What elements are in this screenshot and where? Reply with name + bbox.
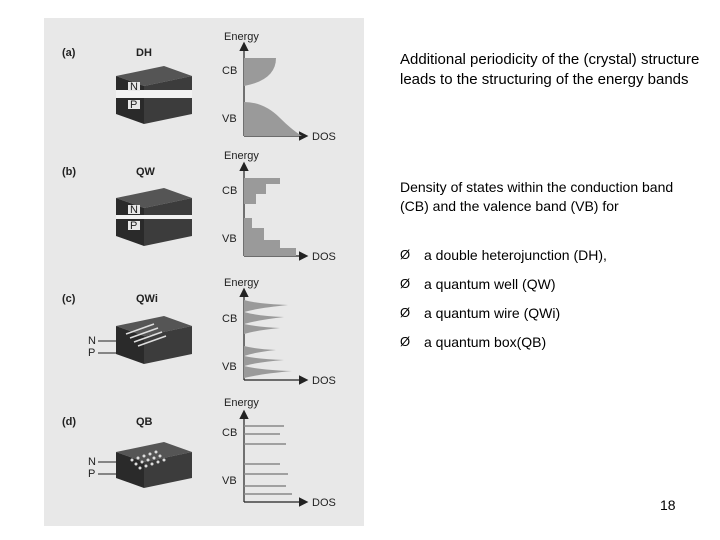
panel-letter: (a) xyxy=(62,47,76,59)
panel-letter: (d) xyxy=(62,416,77,428)
panel-dh xyxy=(62,31,336,143)
panel-name: DH xyxy=(136,47,152,59)
page-number: 18 xyxy=(660,497,676,513)
cb-dos-steps xyxy=(244,178,280,204)
dos-axis-label: DOS xyxy=(312,497,336,509)
dos-axis-label: DOS xyxy=(312,131,336,143)
p-layer-label: P xyxy=(130,220,138,232)
bullet-text: a double heterojunction (DH), xyxy=(424,247,607,263)
cb-label: CB xyxy=(222,313,238,325)
energy-axis-label: Energy xyxy=(224,150,259,162)
arrow-bullet-icon: Ø xyxy=(400,247,411,262)
vb-dos-curve xyxy=(244,102,302,136)
panel-name: QB xyxy=(136,416,153,428)
cb-label: CB xyxy=(222,185,238,197)
n-contact-label: N xyxy=(88,335,96,347)
panel-name: QWi xyxy=(136,293,158,305)
qwi-device-block xyxy=(116,316,192,364)
cb-label: CB xyxy=(222,427,238,439)
qb-device-block xyxy=(116,442,192,488)
bullet-text: a quantum wire (QWi) xyxy=(424,305,561,321)
text-panel xyxy=(400,50,700,350)
n-contact-label: N xyxy=(88,456,96,468)
qw-device-block xyxy=(116,188,192,246)
panel-letter: (c) xyxy=(62,293,76,305)
p-layer-label: P xyxy=(130,99,138,111)
panel-name: QW xyxy=(136,166,155,178)
slide-heading: Additional periodicity of the (crystal) structure leads to the structuring of the energy bands xyxy=(400,51,700,88)
n-layer-label: N xyxy=(130,81,138,93)
intro-paragraph: Density of states within the conduction band (CB) and the valence band (VB) for xyxy=(400,179,674,214)
cb-dos-levels xyxy=(244,426,286,444)
panel-qwi xyxy=(62,277,336,387)
cb-dos-spikes xyxy=(244,300,288,334)
list-item xyxy=(400,333,700,362)
cb-label: CB xyxy=(222,65,238,77)
energy-axis-label: Energy xyxy=(224,277,259,289)
vb-dos-spikes xyxy=(244,346,292,378)
bullet-text: a quantum well (QW) xyxy=(424,276,556,292)
cb-dos-curve xyxy=(244,58,276,86)
panel-letter: (b) xyxy=(62,166,77,178)
n-layer-label: N xyxy=(130,204,138,216)
dh-device-block xyxy=(116,66,192,124)
energy-axis-label: Energy xyxy=(224,397,259,409)
dos-axis-label: DOS xyxy=(312,375,336,387)
vb-label: VB xyxy=(222,113,237,125)
panel-qw xyxy=(62,150,336,263)
vb-label: VB xyxy=(222,233,237,245)
figure-svg xyxy=(44,18,364,526)
arrow-bullet-icon: Ø xyxy=(400,276,411,291)
vb-label: VB xyxy=(222,475,237,487)
bullet-text: a quantum box(QB) xyxy=(424,334,547,350)
vb-label: VB xyxy=(222,361,237,373)
bullet-list xyxy=(400,246,700,362)
energy-axis-label: Energy xyxy=(224,31,259,43)
list-item xyxy=(400,246,700,275)
list-item xyxy=(400,304,700,333)
list-item xyxy=(400,275,700,304)
panel-qb xyxy=(62,397,336,509)
vb-dos-steps xyxy=(244,218,296,256)
arrow-bullet-icon: Ø xyxy=(400,305,411,320)
p-contact-label: P xyxy=(88,347,96,359)
p-contact-label: P xyxy=(88,468,96,480)
dos-axis-label: DOS xyxy=(312,251,336,263)
arrow-bullet-icon: Ø xyxy=(400,334,411,349)
vb-dos-levels xyxy=(244,464,292,494)
band-structure-figure xyxy=(44,18,364,526)
